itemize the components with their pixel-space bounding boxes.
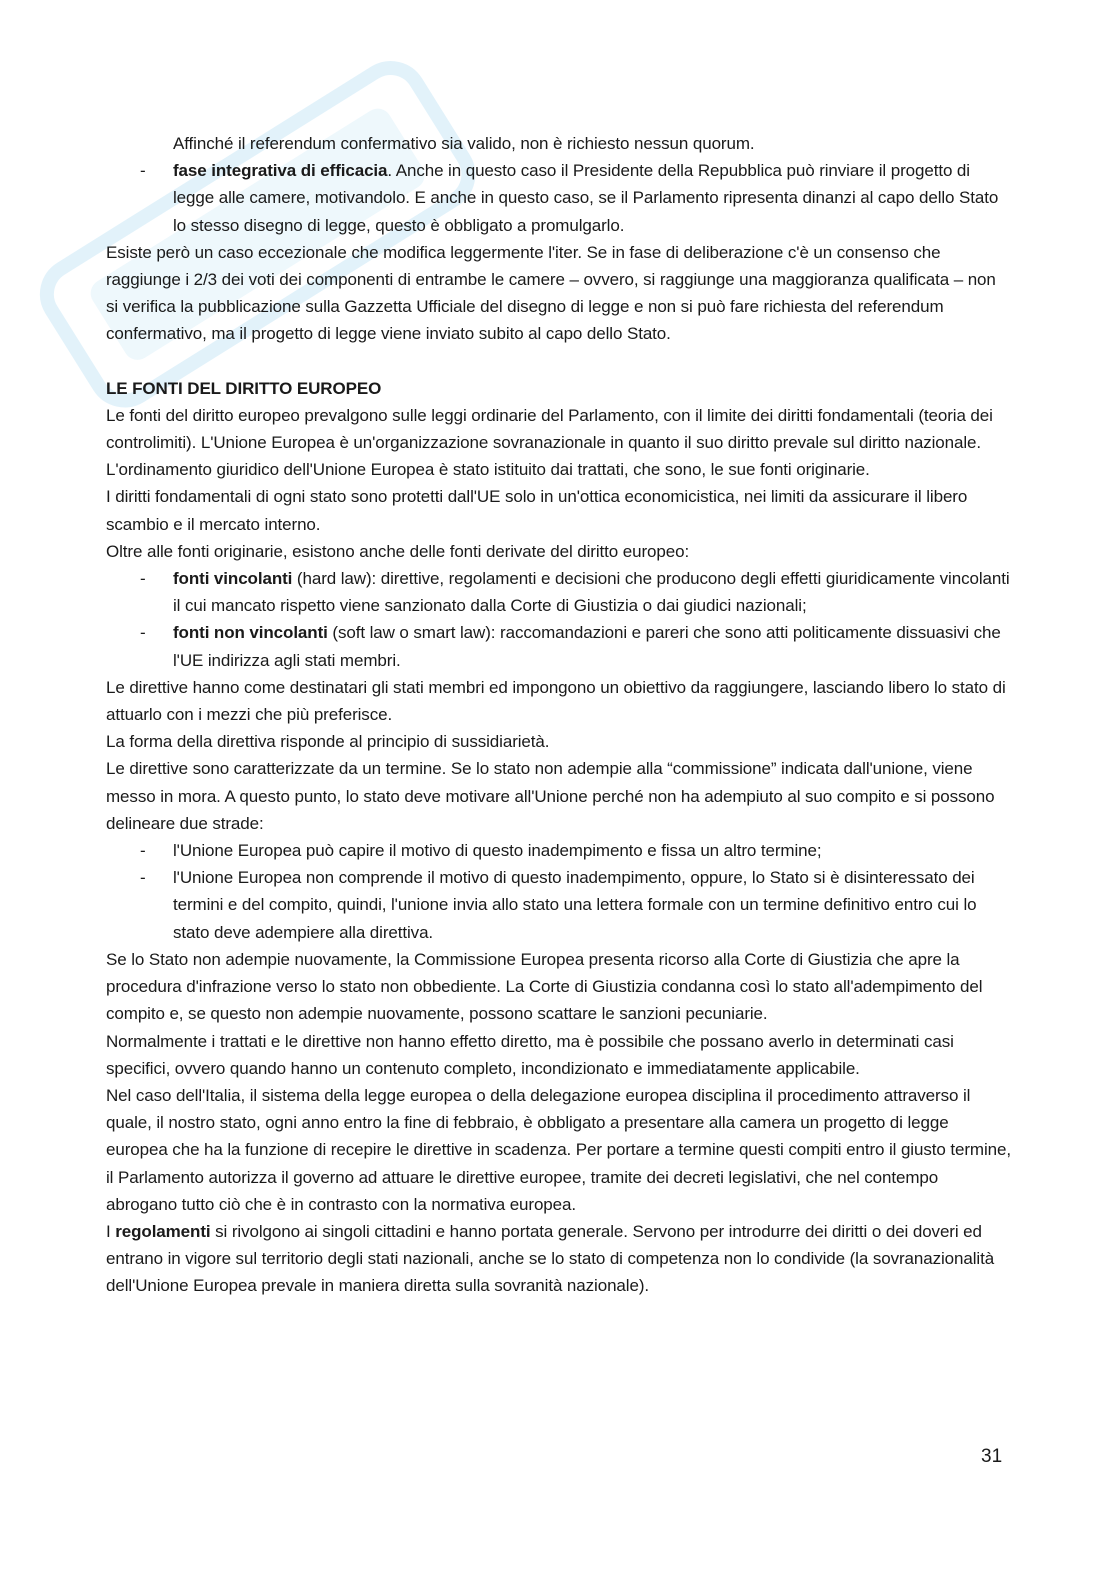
paragraph: Le fonti del diritto europeo prevalgono sulle leggi ordinarie del Parlamento, con il limite dei diritti fondamentali (teoria dei controlimiti). L'Unione Europea è un'organizzazione sovranazionale in quanto il suo diritto prevale sul diritto nazionale. bbox=[106, 405, 993, 453]
list-item bbox=[106, 157, 1011, 239]
paragraph: Le direttive hanno come destinatari gli stati membri ed impongono un obiettivo da raggiungere, lasciando libero lo stato di attuarlo con i mezzi che più preferisce. bbox=[106, 677, 1006, 725]
paragraph: Oltre alle fonti originarie, esistono anche delle fonti derivate del diritto europeo: bbox=[106, 541, 690, 561]
bold-term: regolamenti bbox=[115, 1221, 211, 1241]
list-dash: - bbox=[140, 623, 146, 643]
document-body bbox=[106, 130, 1011, 1300]
paragraph: La forma della direttiva risponde al principio di sussidiarietà. bbox=[106, 732, 550, 752]
bold-term: fonti vincolanti bbox=[173, 569, 293, 589]
paragraph: Normalmente i trattati e le direttive non hanno effetto diretto, ma è possibile che possano averlo in determinati casi specifici, ovvero quando hanno un contenuto completo, incondizionato e immediatamente applicabile. bbox=[106, 1031, 954, 1078]
paragraph: Nel caso dell'Italia, il sistema della legge europea o della delegazione europea disciplina il procedimento attraverso il quale, il nostro stato, ogni anno entro la fine di febbraio, è obbligato a presentare alla camera un progetto di legge europea che ha la funzione di recepire le direttive in scadenza. Per portare a termine questi compiti entro il giusto termine, il Parlamento autorizza il governo ad attuare le direttive europee, tramite dei decreti legislativi, che nel contempo abrogano tutto ciò che è in contrasto con la normativa europea. bbox=[106, 1085, 1011, 1214]
paragraph: Se lo Stato non adempie nuovamente, la Commissione Europea presenta ricorso alla Corte di Giustizia che apre la procedura d'infrazione verso lo stato non obbediente. La Corte di Giustizia condanna così lo stato all'adempimento del compito e, se questo non adempie nuovamente, possono scattare le sanzioni pecuniarie. bbox=[106, 949, 983, 1024]
paragraph: L'ordinamento giuridico dell'Unione Europea è stato istituito dai trattati, che sono, le sue fonti originarie. bbox=[106, 460, 870, 480]
paragraph: Affinché il referendum confermativo sia valido, non è richiesto nessun quorum. bbox=[173, 134, 755, 153]
paragraph-text: si rivolgono ai singoli cittadini e hanno portata generale. Servono per introdurre dei diritti o dei doveri ed entrano in vigore sul territorio degli stati nazionali, anche se lo stato di competenza non lo condivide (la sovranazionalità dell'Unione Europea prevale in maniera diretta sulla sovranità nazionale). bbox=[106, 1221, 995, 1296]
bold-term: fase integrativa di efficacia bbox=[173, 161, 388, 181]
list-dash: - bbox=[140, 868, 146, 888]
list-item-text: l'Unione Europea può capire il motivo di questo inadempimento e fissa un altro termine; bbox=[173, 841, 822, 861]
page-number: 31 bbox=[981, 1446, 1003, 1467]
list-dash: - bbox=[140, 841, 146, 861]
list-dash: - bbox=[140, 569, 146, 589]
list-dash: - bbox=[140, 161, 146, 181]
paragraph-lead: I bbox=[106, 1221, 116, 1241]
paragraph bbox=[106, 1218, 1011, 1300]
list-item-text: (hard law): direttive, regolamenti e decisioni che producono degli effetti giuridicamente vincolanti il cui mancato rispetto viene sanzionato dalla Corte di Giustizia o dai giudici nazionali; bbox=[173, 569, 1010, 616]
paragraph: Esiste però un caso eccezionale che modifica leggermente l'iter. Se in fase di deliberazione c'è un consenso che raggiunge i 2/3 dei voti dei componenti di entrambe le camere – ovvero, si raggiunge una maggioranza qualificata – non si verifica la pubblicazione sulla Gazzetta Ufficiale del disegno di legge e non si può fare richiesta del referendum confermativo, ma il progetto di legge viene inviato subito al capo dello Stato. bbox=[106, 242, 996, 344]
list-item-text: l'Unione Europea non comprende il motivo di questo inadempimento, oppure, lo Stato si è disinteressato dei termini e del compito, quindi, l'unione invia allo stato una lettera formale con un termine definitivo entro cui lo stato deve adempiere alla direttiva. bbox=[173, 868, 977, 942]
list-item bbox=[106, 837, 1011, 864]
bold-term: fonti non vincolanti bbox=[173, 623, 328, 643]
list-item bbox=[106, 619, 1011, 673]
list-item bbox=[106, 565, 1011, 619]
list-item-text: . Anche in questo caso il Presidente della Repubblica può rinviare il progetto di legge alle camere, motivandolo. E anche in questo caso, se il Parlamento ripresenta dinanzi al capo dello Stato lo stesso disegno di legge, questo è obbligato a promulgarlo. bbox=[173, 161, 999, 235]
list-item bbox=[106, 864, 1011, 946]
section-heading: LE FONTI DEL DIRITTO EUROPEO bbox=[106, 378, 382, 398]
list-item-text: (soft law o smart law): raccomandazioni e pareri che sono atti politicamente dissuasivi che l'UE indirizza agli stati membri. bbox=[173, 623, 1001, 670]
paragraph: I diritti fondamentali di ogni stato sono protetti dall'UE solo in un'ottica economicistica, nei limiti da assicurare il libero scambio e il mercato interno. bbox=[106, 487, 968, 534]
paragraph: Le direttive sono caratterizzate da un termine. Se lo stato non adempie alla “commissione” indicata dall'unione, viene messo in mora. A questo punto, lo stato deve motivare all'Unione perché non ha adempiuto al suo compito e si possono delineare due strade: bbox=[106, 759, 995, 833]
